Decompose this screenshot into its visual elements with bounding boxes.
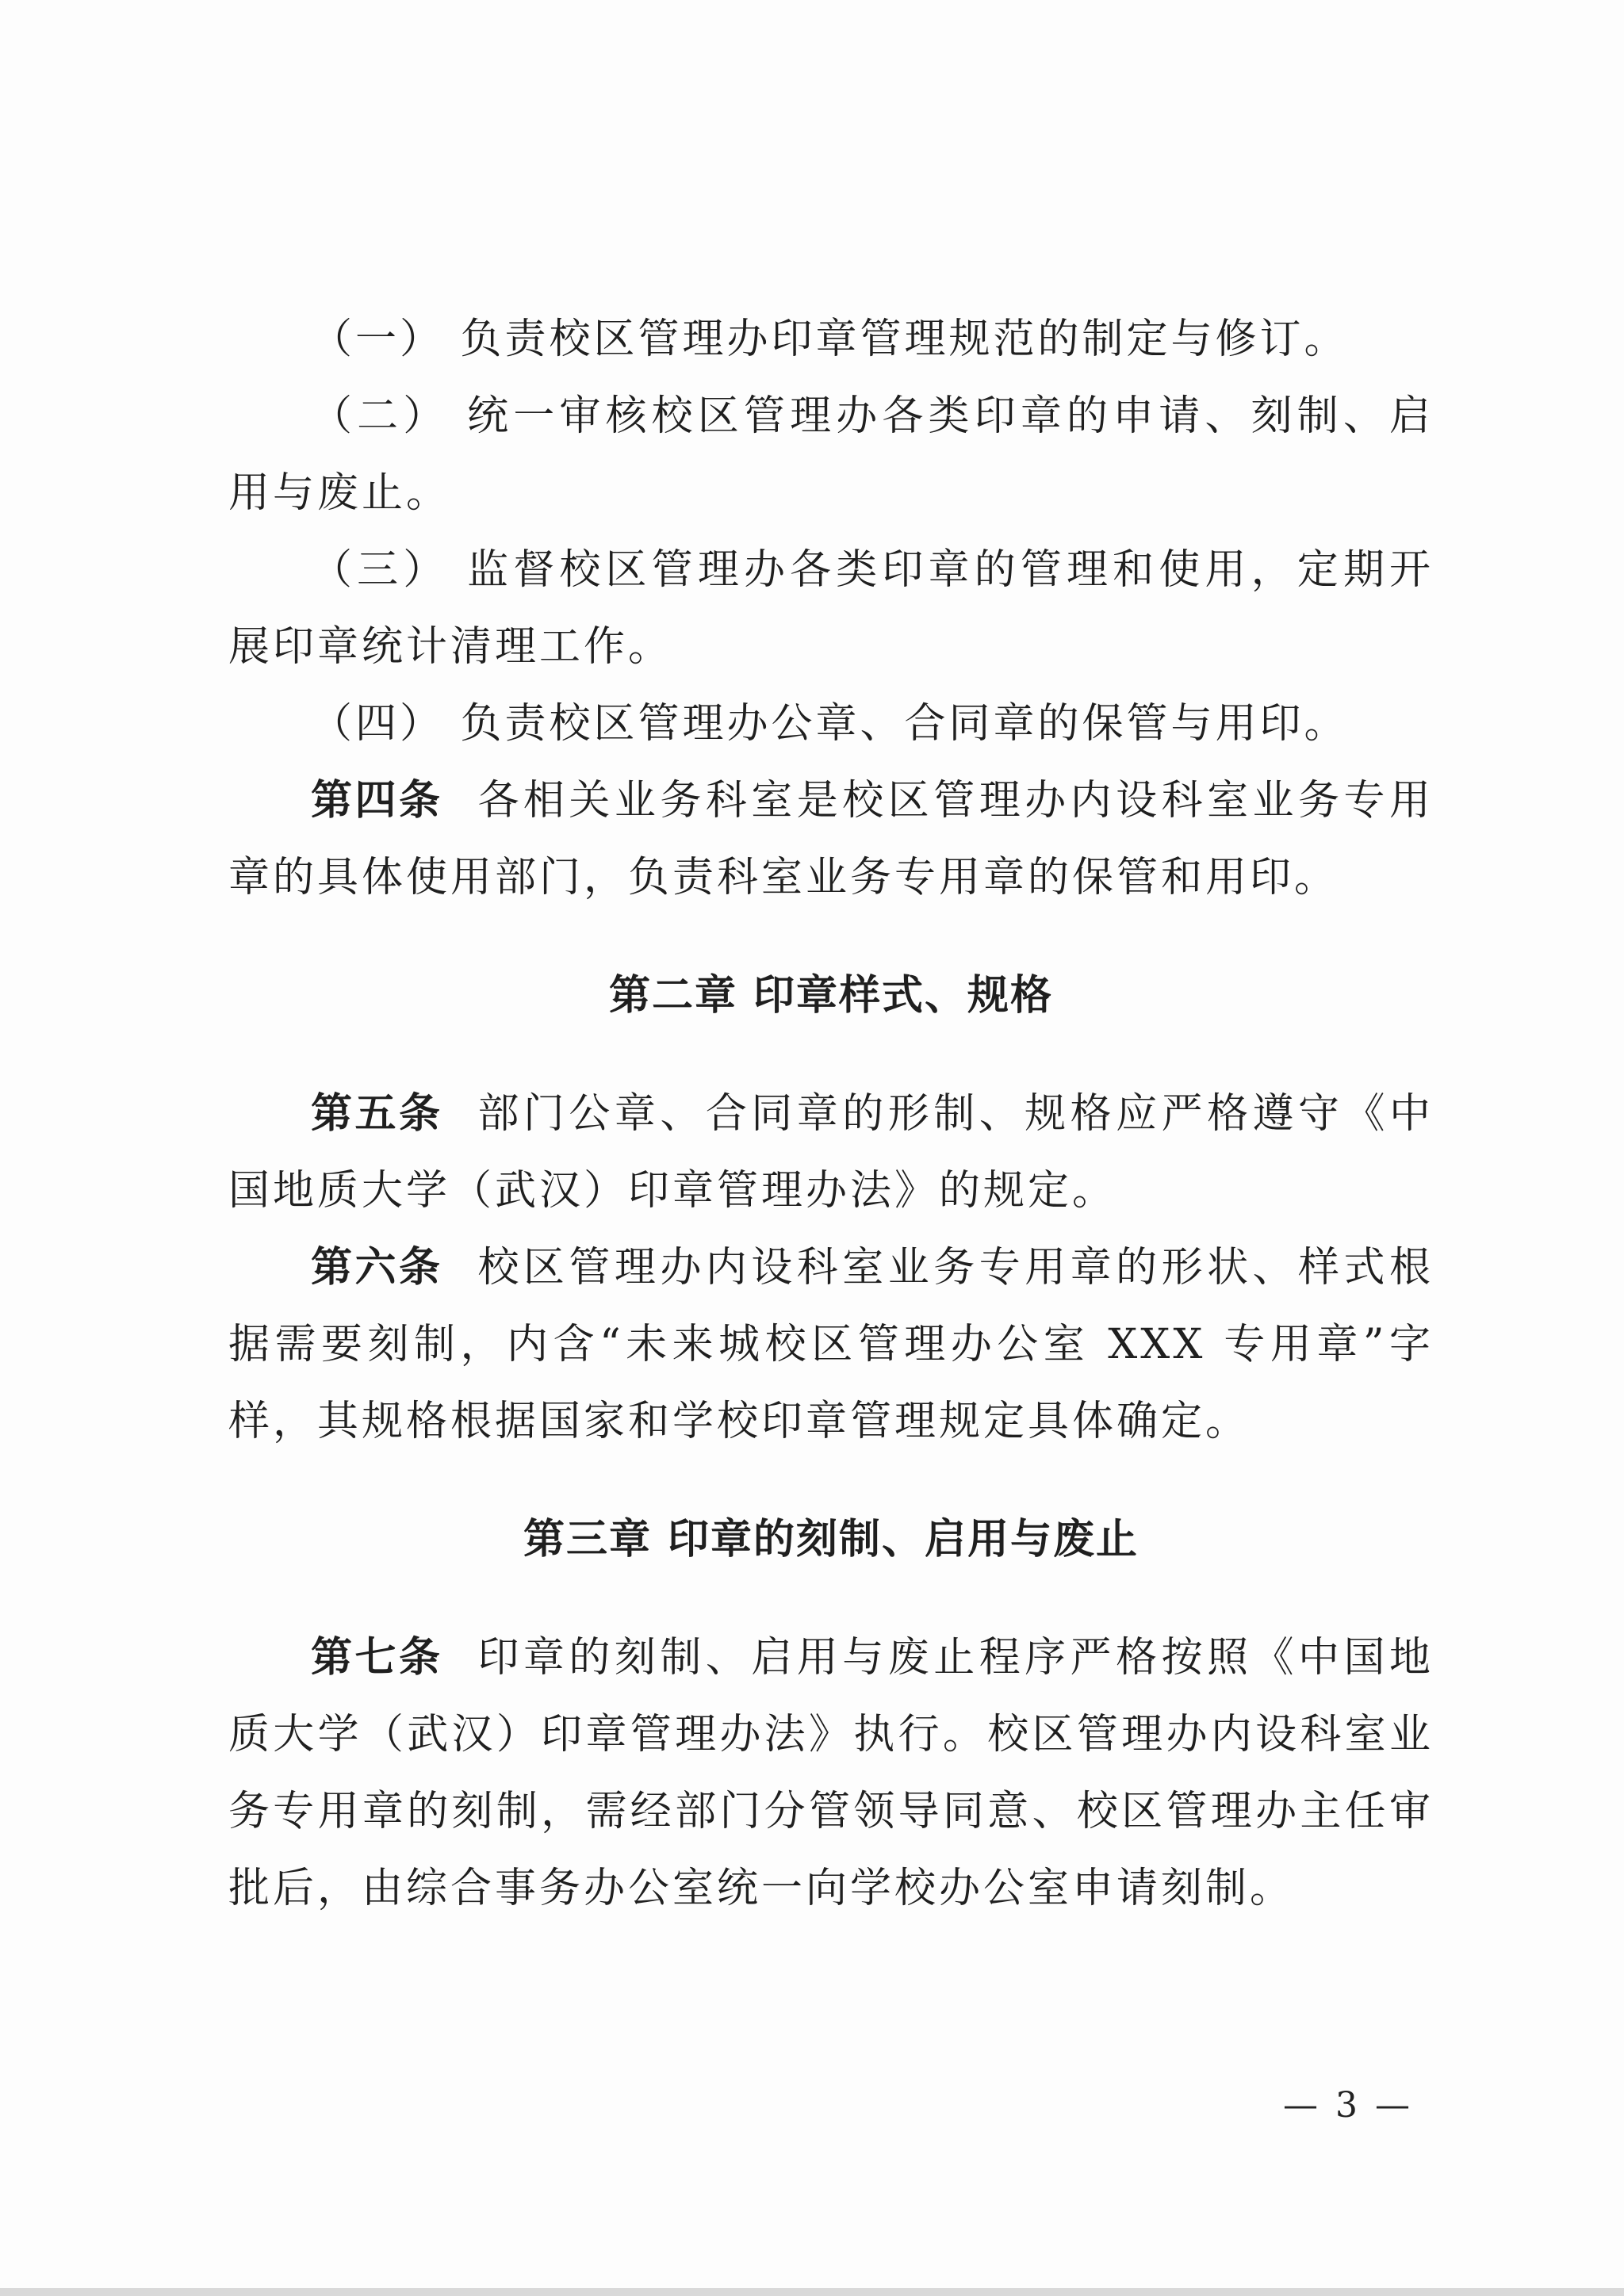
article-5-text: 部门公章、合同章的形制、规格应严格遵守《中国地质大学（武汉）印章管理办法》的规定。	[228, 1090, 1434, 1215]
item-2: （二） 统一审核校区管理办各类印章的申请、刻制、启用与废止。	[228, 392, 1434, 517]
article-6-text: 校区管理办内设科室业务专用章的形状、样式根据需要刻制，内含“未来城校区管理办公室 XXX 专用章”字样，其规格根据国家和学校印章管理规定具体确定。	[228, 1244, 1434, 1445]
article-6	[228, 1230, 1434, 1460]
chapter-3-title: 第三章 印章的刻制、启用与废止	[523, 1516, 1139, 1563]
item-4: （四） 负责校区管理办公章、合同章的保管与用印。	[311, 700, 1349, 748]
article-5	[228, 1076, 1434, 1230]
page-number: — 3 —	[1283, 2085, 1413, 2126]
chapter-2-title: 第二章 印章样式、规格	[608, 972, 1054, 1020]
article-4-text: 各相关业务科室是校区管理办内设科室业务专用章的具体使用部门，负责科室业务专用章的保管和用印。	[228, 777, 1434, 901]
scan-edge	[0, 2288, 1624, 2296]
item-1: （一） 负责校区管理办印章管理规范的制定与修订。	[311, 316, 1349, 363]
document-body	[228, 301, 1434, 1927]
article-7-label: 第七条	[311, 1634, 443, 1682]
article-5-label: 第五条	[311, 1090, 443, 1138]
article-4	[228, 763, 1434, 916]
item-3: （三） 监督校区管理办各类印章的管理和使用，定期开展印章统计清理工作。	[228, 546, 1434, 671]
article-7	[228, 1620, 1434, 1927]
article-6-label: 第六条	[311, 1244, 443, 1292]
article-4-label: 第四条	[311, 777, 443, 825]
article-7-text: 印章的刻制、启用与废止程序严格按照《中国地质大学（武汉）印章管理办法》执行。校区管理办内设科室业务专用章的刻制，需经部门分管领导同意、校区管理办主任审批后，由综合事务办公室统一向学校办公室申请刻制。	[228, 1634, 1434, 1912]
